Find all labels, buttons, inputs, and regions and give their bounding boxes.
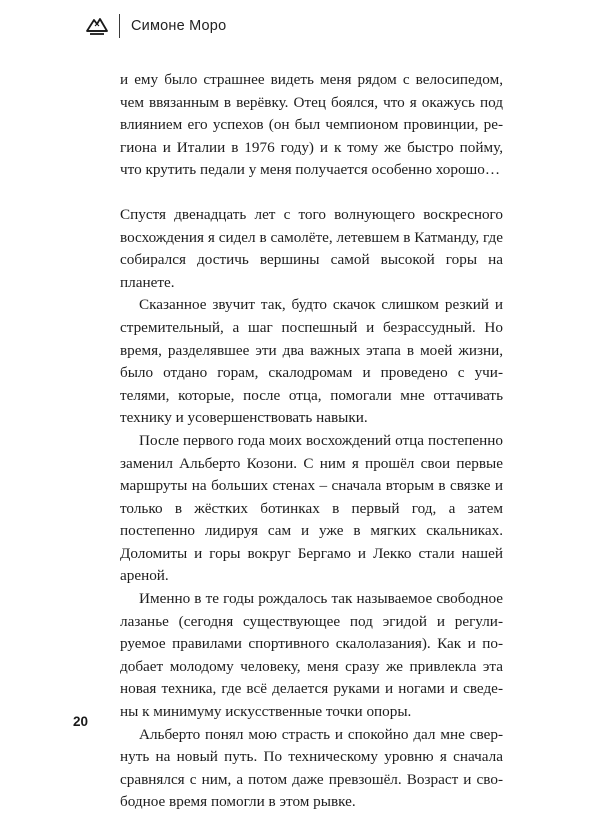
page-body [120, 69, 503, 814]
paragraph: Альберто понял мою страсть и спокойно дал мне свернуть на новый путь. По техническому уровню я сначала сравнялся с ним, а потом даже превзошёл. Возраст и свободное время помогли в этом рывке. [120, 725, 503, 811]
page-number: 20 [73, 714, 89, 729]
header-divider [119, 14, 120, 38]
paragraph: Сказанное звучит так, будто скачок слишком резкий и стремительный, а шаг поспешный и безрассудный. Но время, разделявшее эти два важных этапа в моей жизни, было отдано горам, скалодромам и проведено с учителями, которые, после отца, помогали мне оттачивать технику и усовершенствовать навыки. [120, 296, 503, 427]
paragraph: Именно в те годы рождалось так называемое свободное лазанье (сегодня существующее под эгидой и регулируемое правилами спортивного скалолазания). Как и подобает молодому человеку, меня сразу же привлекла эта новая техника, где всё делается руками и ногами и сведены к минимуму искусственные точки опоры. [120, 590, 503, 721]
author-name: Симоне Моро [131, 18, 227, 34]
running-header [86, 14, 226, 38]
paragraph: После первого года моих восхождений отца постепенно заменил Альберто Козони. С ним я прошёл свои первые маршруты на больших стенах – сначала вторым в связке и только в жёстких ботинках в первый год, а затем постепенно лидируя сам и уже в мягких скальниках. Доломиты и горы вокруг Бергамо и Лекко стали нашей ареной. [120, 431, 503, 585]
paragraph: и ему было страшнее видеть меня рядом с велосипедом, чем ввязанным в верёвку. Отец боялся, что я окажусь под влиянием его успехов (он был чемпионом провинции, региона и Италии в 1976 году) и к тому же быстро пойму, что крутить педали у меня получается особенно хорошо… [120, 71, 503, 179]
paragraph: Спустя двенадцать лет с того волнующего воскресного восхождения я сидел в самолёте, летевшем в Катманду, где собирался достичь вершины самой высокой горы на планете. [120, 205, 503, 291]
mountain-logo-icon [86, 17, 108, 35]
